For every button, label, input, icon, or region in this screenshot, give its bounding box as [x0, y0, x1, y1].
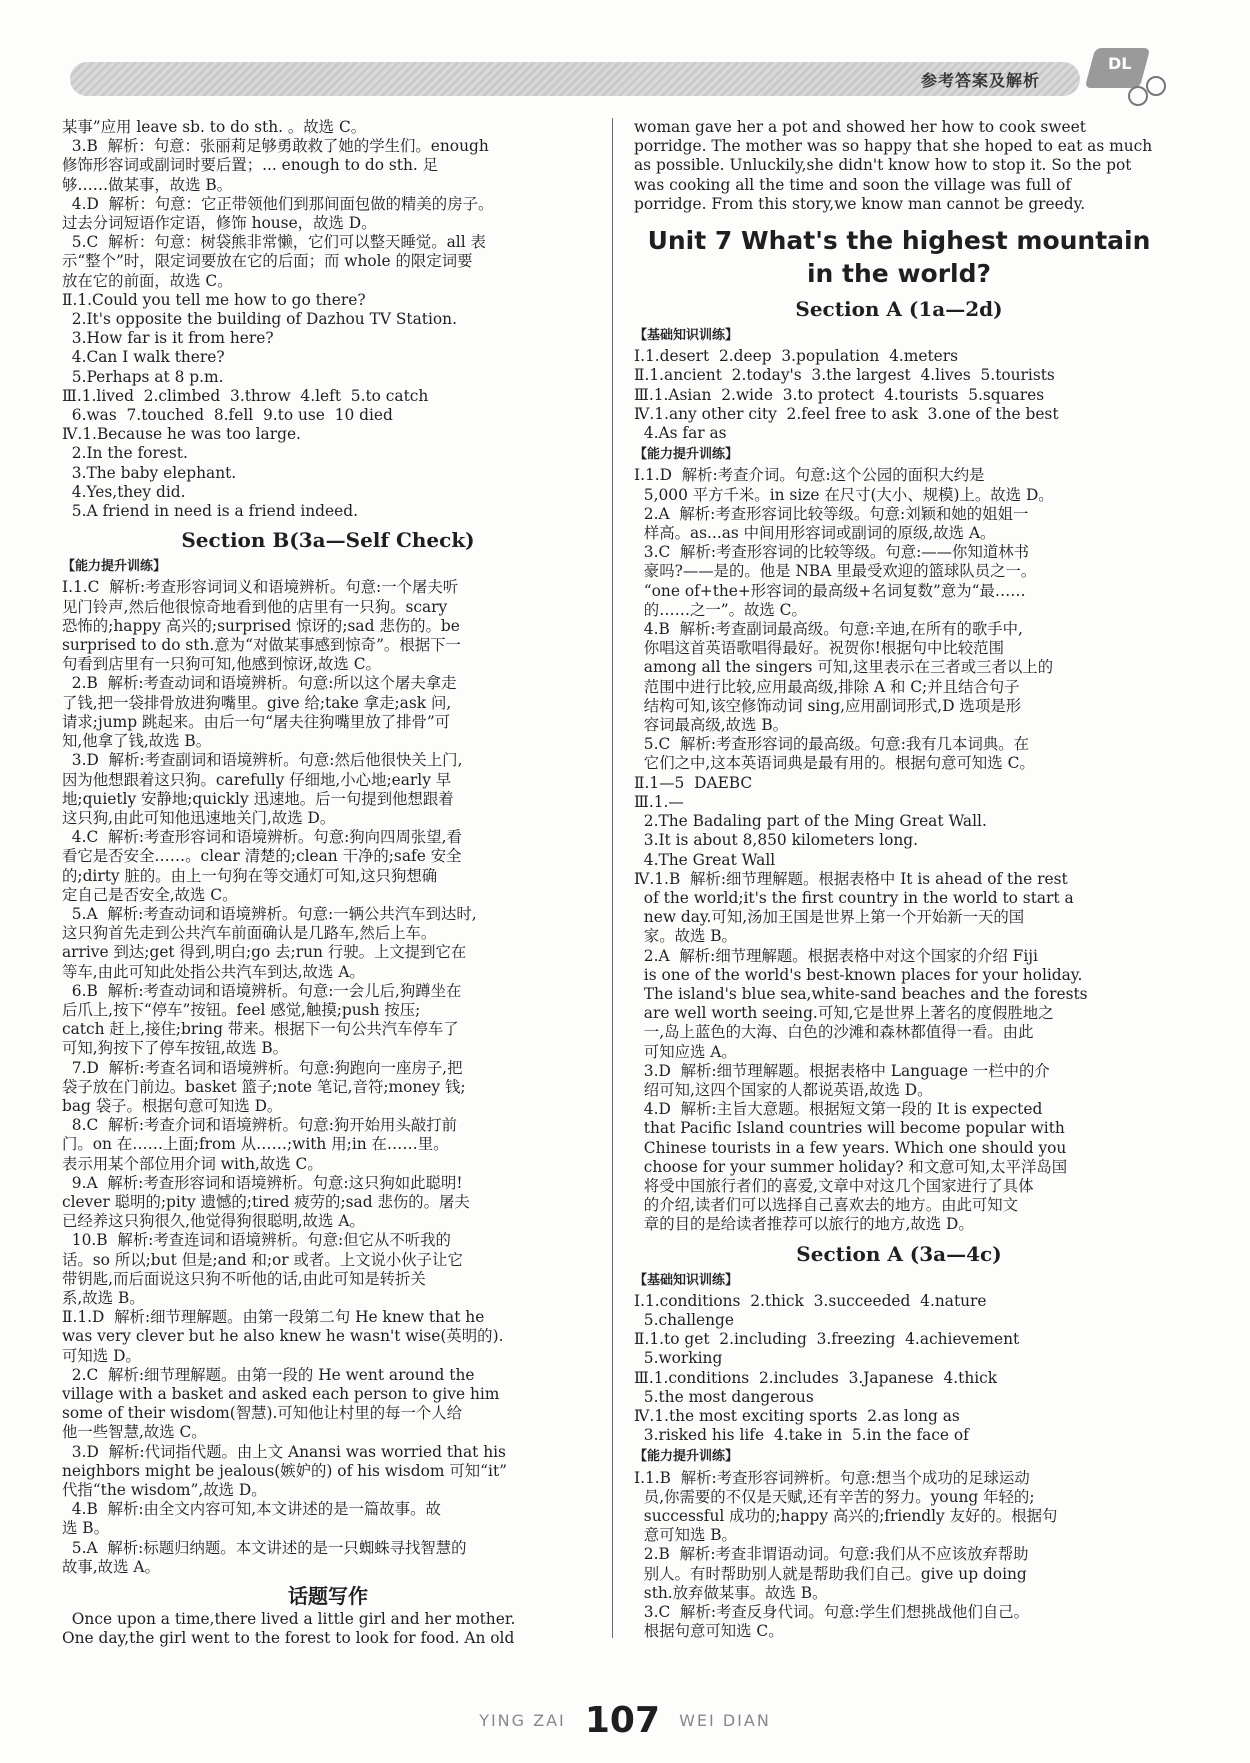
text-line: 4.B 解析:由全文内容可知,本文讲述的是一篇故事。故 — [62, 1500, 441, 1519]
text-line: 了钱,把一袋排骨放进狗嘴里。give 给;take 拿走;ask 问, — [62, 693, 452, 712]
text-line: 9.A 解析:考查形容词和语境辨析。句意:这只狗如此聪明! — [62, 1173, 463, 1192]
text-line: 5,000 平方千米。in size 在尺寸(大小、规模)上。故选 D。 — [634, 485, 1054, 504]
text-line: Ⅲ.1.Asian 2.wide 3.to protect 4.tourists 5.squares — [634, 385, 1045, 404]
text-line: 门。on 在……上面;from 从……;with 用;in 在……里。 — [62, 1135, 449, 1154]
ability-label: 【能力提升训练】 — [62, 559, 167, 575]
right-column — [634, 118, 1164, 1641]
text-line: porridge. The mother was so happy that she hoped to eat as much — [634, 137, 1153, 156]
footer-left-text: YING ZAI — [479, 1711, 566, 1730]
text-line: Ⅰ.1.D 解析:考查介词。句意:这个公园的面积大约是 — [634, 466, 985, 485]
text-line: Ⅰ.1.conditions 2.thick 3.succeeded 4.nature — [634, 1291, 987, 1310]
left-top-answers — [62, 118, 594, 521]
text-line: 6.was 7.touched 8.fell 9.to use 10 died — [62, 406, 393, 425]
section-b-title: Section B(3a—Self Check) — [181, 528, 475, 553]
text-line: 请求;jump 跳起来。由后一句“屠夫往狗嘴里放了排骨”可 — [62, 712, 451, 731]
text-line: 因为他想跟着这只狗。carefully 仔细地,小心地;early 早 — [62, 770, 452, 789]
text-line: 3.It is about 8,850 kilometers long. — [634, 831, 919, 850]
text-line: 放在它的前面，故选 C。 — [62, 271, 233, 290]
text-line: Chinese tourists in a few years. Which one should you — [634, 1138, 1067, 1157]
story-continued — [634, 118, 1164, 214]
text-line: 过去分词短语作定语，修饰 house，故选 D。 — [62, 214, 377, 233]
text-line: woman gave her a pot and showed her how to cook sweet — [634, 118, 1086, 136]
text-line: 带钥匙,而后面说这只狗不听他的话,由此可知是转折关 — [62, 1269, 426, 1288]
unit-title-line-2: in the world? — [806, 259, 992, 289]
text-line: successful 成功的;happy 高兴的;friendly 友好的。根据句 — [634, 1507, 1058, 1525]
section-a2-title: Section A (3a—4c) — [796, 1241, 1002, 1266]
text-line: 选 B。 — [62, 1519, 109, 1538]
text-line: 系,故选 B。 — [62, 1288, 145, 1307]
text-line: 5.the most dangerous — [634, 1387, 814, 1406]
text-line: 代指“the wisdom”,故选 D。 — [62, 1481, 267, 1500]
text-line: 7.D 解析:考查名词和语境辨析。句意:狗跑向一座房子,把 — [62, 1058, 463, 1077]
text-line: 结构可知,该空修饰动词 sing,应用副词形式,D 选项是形 — [634, 696, 1021, 715]
badge-text: DL — [1108, 54, 1132, 73]
text-line: 5.A friend in need is a friend indeed. — [62, 502, 358, 521]
text-line: Ⅱ.1—5 DAEBC — [634, 773, 753, 792]
text-line: 4.As far as — [634, 424, 727, 443]
text-line: Ⅱ.1.Could you tell me how to go there? — [62, 290, 366, 309]
text-line: 2.B 解析:考查非谓语动词。句意:我们从不应该放弃帮助 — [634, 1545, 1029, 1564]
topic-writing-text — [62, 1610, 594, 1648]
section-a2-basic-answers — [634, 1292, 1164, 1446]
text-line: Ⅲ.1.lived 2.climbed 3.throw 4.left 5.to catch — [62, 386, 429, 405]
text-line: bag 袋子。根据句意可知选 D。 — [62, 1096, 283, 1115]
text-line: 你唱这首英语歌唱得最好。祝贺你!根据句中比较范围 — [634, 639, 1004, 658]
text-line: 绍可知,这四个国家的人都说英语,故选 D。 — [634, 1080, 933, 1099]
text-line: are well worth seeing.可知,它是世界上著名的度假胜地之 — [634, 1004, 1054, 1023]
text-line: 4.B 解析:考查副词最高级。句意:辛迪,在所有的歌手中, — [634, 620, 1023, 639]
text-line: 3.D 解析:细节理解题。根据表格中 Language 一栏中的介 — [634, 1061, 1050, 1080]
text-line: 句看到店里有一只狗可知,他感到惊讶,故选 C。 — [62, 655, 381, 674]
text-line: Once upon a time,there lived a little girl and her mother. — [62, 1610, 516, 1629]
badge-circle-icon — [1146, 76, 1166, 96]
text-line: 2.A 解析:考查形容词比较等级。句意:刘颖和她的姐姐一 — [634, 504, 1029, 523]
text-line: Ⅱ.1.D 解析:细节理解题。由第一段第二句 He knew that he — [62, 1308, 485, 1327]
text-line: porridge. From this story,we know man cannot be greedy. — [634, 194, 1086, 213]
text-line: 的;dirty 脏的。由上一句狗在等交通灯可知,这只狗想确 — [62, 866, 438, 885]
text-line: sth.放弃做某事。故选 B。 — [634, 1583, 828, 1602]
section-a2-ability-answers — [634, 1469, 1164, 1642]
text-line: Ⅱ.1.to get 2.including 3.freezing 4.achievement — [634, 1330, 1020, 1349]
text-line: 知,他拿了钱,故选 B。 — [62, 732, 212, 751]
text-line: 4.D 解析：句意：它正带领他们到那间面包做的精美的房子。 — [62, 194, 494, 213]
text-line: 3.D 解析:考查副词和语境辨析。句意:然后他很快关上门, — [62, 751, 463, 770]
basic-label: 【基础知识训练】 — [634, 1272, 739, 1288]
text-line: clever 聪明的;pity 遗憾的;tired 疲劳的;sad 悲伤的。屠夫 — [62, 1192, 470, 1211]
text-line: 家。故选 B。 — [634, 927, 737, 946]
text-line: 恐怖的;happy 高兴的;surprised 惊讶的;sad 悲伤的。be — [62, 616, 460, 635]
text-line: 根据句意可知选 C。 — [634, 1622, 784, 1641]
text-line: surprised to do sth.意为“对做某事感到惊奇”。根据下一 — [62, 636, 461, 655]
text-line: 已经养这只狗很久,他觉得狗很聪明,故选 A。 — [62, 1212, 365, 1231]
text-line: Ⅰ.1.C 解析:考查形容词词义和语境辨析。句意:一个屠夫听 — [62, 578, 459, 597]
text-line: 3.How far is it from here? — [62, 329, 274, 348]
text-line: 5.C 解析：句意：树袋熊非常懒，它们可以整天睡觉。all 表 — [62, 233, 486, 252]
text-line: 地;quietly 安静地;quickly 迅速地。后一句提到他想跟着 — [62, 789, 454, 808]
section-a1-ability-answers — [634, 466, 1164, 1234]
text-line: 的介绍,读者们可以选择自己喜欢去的地方。由此可知文 — [634, 1196, 1019, 1215]
text-line: arrive 到达;get 得到,明白;go 去;run 行驶。上文提到它在 — [62, 943, 467, 962]
text-line: 3.B 解析：句意：张丽莉足够勇敢救了她的学生们。enough — [62, 137, 489, 156]
text-line: 2.In the forest. — [62, 444, 188, 463]
text-line: 4.Yes,they did. — [62, 482, 186, 501]
text-line: 这只狗首先走到公共汽车前面确认是几路车,然后上车。 — [62, 924, 437, 943]
header-title: 参考答案及解析 — [920, 71, 1040, 90]
text-line: was very clever but he also knew he wasn't wise(英明的). — [62, 1327, 504, 1346]
footer-right-text: WEI DIAN — [679, 1711, 771, 1730]
text-line: village with a basket and asked each person to give him — [62, 1385, 500, 1403]
text-line: 意可知选 B。 — [634, 1526, 737, 1545]
text-line: 的……之一”。故选 C。 — [634, 600, 807, 619]
text-line: 8.C 解析:考查介词和语境辨析。句意:狗开始用头敲打前 — [62, 1116, 458, 1135]
text-line: among all the singers 可知,这里表示在三者或三者以上的 — [634, 658, 1054, 677]
text-line: Ⅳ.1.any other city 2.feel free to ask 3.one of the best — [634, 404, 1059, 423]
text-line: Ⅲ.1.conditions 2.includes 3.Japanese 4.thick — [634, 1368, 998, 1387]
ability-label: 【能力提升训练】 — [634, 447, 739, 463]
section-a1-title: Section A (1a—2d) — [795, 297, 1003, 322]
text-line: 3.D 解析:代词指代题。由上文 Anansi was worried that his — [62, 1442, 506, 1461]
text-line: 3.C 解析:考查反身代词。句意:学生们想挑战他们自己。 — [634, 1603, 1030, 1622]
text-line: 5.C 解析:考查形容词的最高级。句意:我有几本词典。在 — [634, 735, 1030, 754]
text-line: 2.B 解析:考查动词和语境辨析。句意:所以这个屠夫拿走 — [62, 674, 457, 693]
text-line: 5.A 解析:标题归纳题。本文讲述的是一只蜘蛛寻找智慧的 — [62, 1538, 467, 1557]
unit-title-line-1: Unit 7 What's the highest mountain — [647, 226, 1151, 256]
footer — [0, 1700, 1250, 1741]
ability-label: 【能力提升训练】 — [634, 1449, 739, 1465]
text-line: 一,岛上蓝色的大海、白色的沙滩和森林都值得一看。由此 — [634, 1023, 1034, 1042]
text-line: 章的目的是给读者推荐可以旅行的地方,故选 D。 — [634, 1215, 974, 1234]
text-line: 4.Can I walk there? — [62, 348, 225, 367]
text-line: 他一些智慧,故选 C。 — [62, 1423, 207, 1442]
text-line: new day.可知,汤加王国是世界上第一个开始新一天的国 — [634, 908, 1025, 927]
text-line: 示“整个”时，限定词要放在它的后面；而 whole 的限定词要 — [62, 252, 473, 271]
text-line: Ⅲ.1.— — [634, 792, 684, 811]
text-line: catch 赶上,接住;bring 带来。根据下一句公共汽车停车了 — [62, 1020, 459, 1039]
text-line: 5.Perhaps at 8 p.m. — [62, 367, 224, 386]
text-line: 4.D 解析:主旨大意题。根据短文第一段的 It is expected — [634, 1100, 1043, 1119]
text-line: The island's blue sea,white-sand beaches and the forests — [634, 984, 1088, 1003]
text-line: 等车,由此可知此处指公共汽车到达,故选 A。 — [62, 962, 365, 981]
text-line: 话。so 所以;but 但是;and 和;or 或者。上文说小伙子让它 — [62, 1250, 463, 1269]
text-line: Ⅱ.1.ancient 2.today's 3.the largest 4.lives 5.tourists — [634, 366, 1055, 385]
text-line: Ⅰ.1.desert 2.deep 3.population 4.meters — [634, 347, 959, 366]
text-line: 后爪上,按下“停车”按钮。feel 感觉,触摸;push 按压; — [62, 1000, 421, 1019]
left-column — [62, 118, 594, 1649]
text-line: 别人。有时帮助别人就是帮助我们自己。give up doing — [634, 1564, 1027, 1583]
section-a1-basic-answers — [634, 347, 1164, 443]
text-line: choose for your summer holiday? 和文意可知,太平洋岛国 — [634, 1157, 1068, 1176]
text-line: of the world;it's the first country in the world to start a — [634, 888, 1074, 907]
badge-circle-icon — [1128, 86, 1148, 106]
basic-label: 【基础知识训练】 — [634, 328, 739, 344]
text-line: Ⅳ.1.B 解析:细节理解题。根据表格中 It is ahead of the rest — [634, 869, 1068, 888]
text-line: 5.A 解析:考查动词和语境辨析。句意:一辆公共汽车到达时, — [62, 904, 477, 923]
text-line: 3.C 解析:考查形容词的比较等级。句意:——你知道林书 — [634, 543, 1030, 562]
text-line: 故事,故选 A。 — [62, 1557, 160, 1576]
text-line: 2.C 解析:细节理解题。由第一段的 He went around the — [62, 1365, 475, 1384]
text-line: 4.The Great Wall — [634, 850, 776, 869]
text-line: 6.B 解析:考查动词和语境辨析。句意:一会儿后,狗蹲坐在 — [62, 981, 462, 1000]
text-line: 可知,狗按下了停车按钮,故选 B。 — [62, 1039, 289, 1058]
text-line: 修饰形容词或副词时要后置；... enough to do sth. 足 — [62, 156, 439, 175]
text-line: 样高。as...as 中间用形容词或副词的原级,故选 A。 — [634, 524, 996, 543]
logo-badge — [1080, 40, 1160, 110]
text-line: 定自己是否安全,故选 C。 — [62, 885, 238, 904]
text-line: 可知应选 A。 — [634, 1042, 737, 1061]
text-line: 10.B 解析:考查连词和语境辨析。句意:但它从不听我的 — [62, 1231, 451, 1250]
text-line: 可知选 D。 — [62, 1346, 141, 1365]
text-line: 看它是否安全……。clear 清楚的;clean 干净的;safe 安全 — [62, 847, 462, 866]
text-line: 表示用某个部位用介词 with,故选 C。 — [62, 1154, 323, 1173]
text-line: that Pacific Island countries will become popular with — [634, 1119, 1065, 1138]
text-line: 4.C 解析:考查形容词和语境辨析。句意:狗向四周张望,看 — [62, 828, 462, 847]
text-line: One day,the girl went to the forest to look for food. An old — [62, 1629, 515, 1648]
text-line: 5.working — [634, 1349, 723, 1368]
page-number: 107 — [584, 1700, 661, 1741]
unit-title — [634, 224, 1164, 290]
text-line: 2.A 解析:细节理解题。根据表格中对这个国家的介绍 Fiji — [634, 946, 1038, 965]
text-line: Ⅰ.1.B 解析:考查形容词辨析。句意:想当个成功的足球运动 — [634, 1468, 1030, 1487]
text-line: 够……做某事，故选 B。 — [62, 175, 233, 194]
text-line: 3.risked his life 4.take in 5.in the face of — [634, 1426, 969, 1445]
text-line: was cooking all the time and soon the village was full of — [634, 175, 1072, 194]
text-line: Ⅳ.1.Because he was too large. — [62, 425, 301, 444]
text-line: neighbors might be jealous(嫉妒的) of his wisdom 可知“it” — [62, 1461, 508, 1480]
text-line: “one of+the+形容词的最高级+名词复数”意为“最…… — [634, 581, 1026, 600]
text-line: 将受中国旅行者们的喜爱,文章中对这几个国家进行了具体 — [634, 1176, 1034, 1195]
text-line: 袋子放在门前边。basket 篮子;note 笔记,音符;money 钱; — [62, 1077, 466, 1096]
text-line: 容词最高级,故选 B。 — [634, 716, 789, 735]
topic-writing-title: 话题写作 — [288, 1584, 368, 1609]
text-line: 某事”应用 leave sb. to do sth. 。故选 C。 — [62, 118, 367, 136]
text-line: 3.The baby elephant. — [62, 463, 237, 482]
text-line: 见门铃声,然后他很惊奇地看到他的店里有一只狗。scary — [62, 597, 448, 616]
text-line: 这只狗,由此可知他迅速地关门,故选 D。 — [62, 808, 336, 827]
text-line: is one of the world's best-known places for your holiday. — [634, 965, 1083, 984]
text-line: 2.The Badaling part of the Ming Great Wall. — [634, 812, 987, 831]
text-line: 范围中进行比较,应用最高级,排除 A 和 C;并且结合句子 — [634, 677, 1020, 696]
text-line: 2.It's opposite the building of Dazhou TV Station. — [62, 310, 457, 329]
text-line: some of their wisdom(智慧).可知他让村里的每一个人给 — [62, 1404, 463, 1423]
text-line: 5.challenge — [634, 1310, 735, 1329]
text-line: 员,你需要的不仅是天赋,还有辛苦的努力。young 年轻的; — [634, 1487, 1035, 1506]
column-divider — [612, 118, 613, 1638]
text-line: Ⅳ.1.the most exciting sports 2.as long as — [634, 1406, 960, 1425]
section-b-answers — [62, 578, 594, 1577]
text-line: 它们之中,这本英语词典是最有用的。根据句意可知选 C。 — [634, 754, 1035, 773]
text-line: as possible. Unluckily,she didn't know how to stop it. So the pot — [634, 156, 1132, 175]
text-line: 豪吗?——是的。他是 NBA 里最受欢迎的篮球队员之一。 — [634, 562, 1037, 581]
